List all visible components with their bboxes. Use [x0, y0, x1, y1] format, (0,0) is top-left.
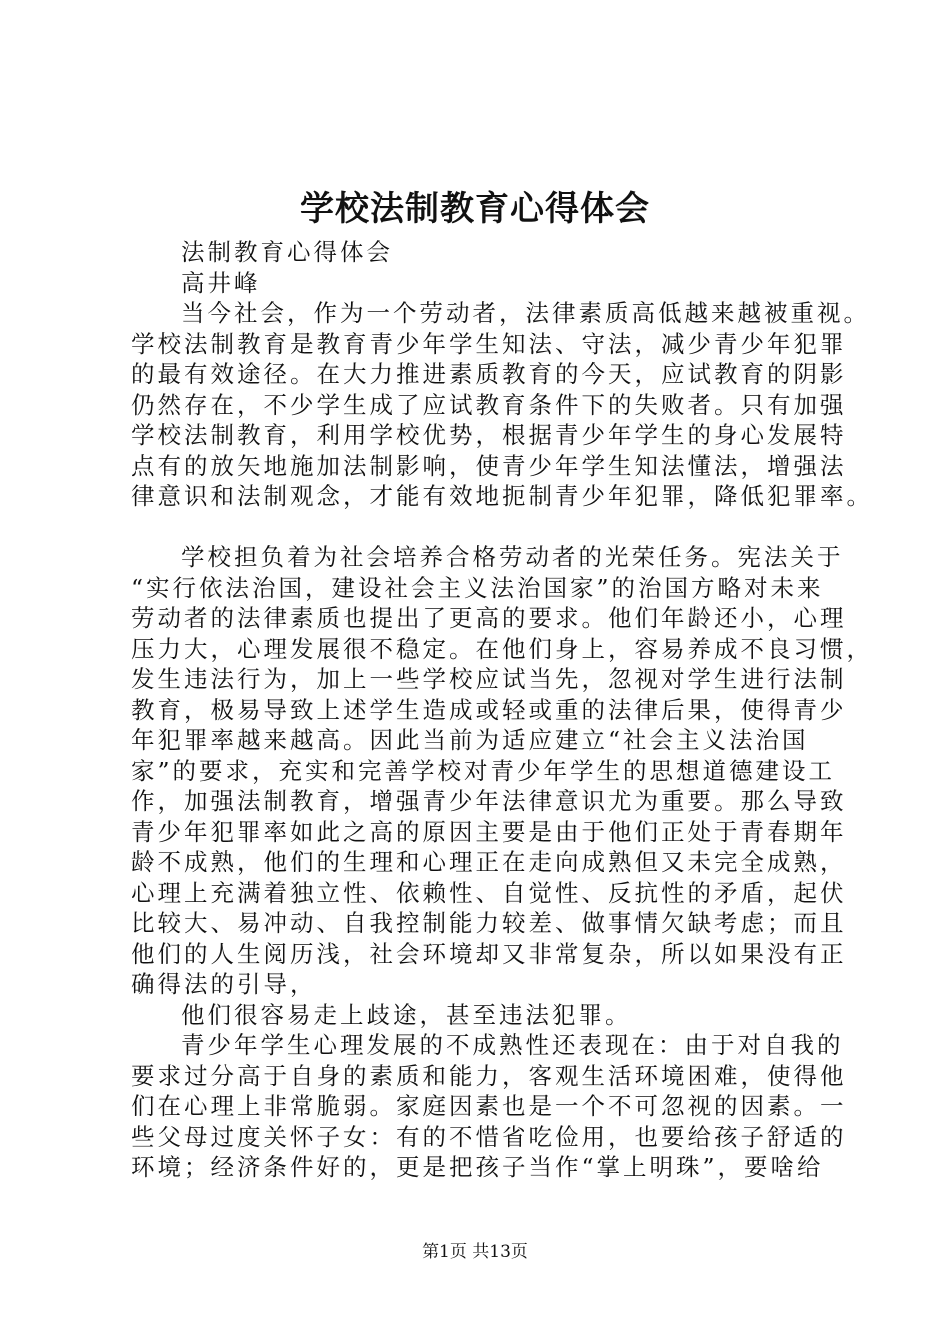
paragraph-line: 心理上充满着独立性、依赖性、自觉性、反抗性的矛盾，起伏 — [131, 878, 847, 907]
paragraph-gap — [131, 512, 841, 543]
paragraph-line: 仍然存在，不少学生成了应试教育条件下的失败者。只有加强 — [131, 390, 847, 419]
paragraph-line: 确得法的引导， — [131, 970, 317, 998]
author-line: 高井峰 — [181, 268, 261, 297]
paragraphs-container — [131, 298, 873, 1183]
paragraph-line: 压力大，心理发展很不稳定。在他们身上，容易养成不良习惯， — [131, 634, 873, 663]
paragraph — [131, 1000, 841, 1031]
paragraph — [131, 542, 873, 1000]
subtitle-line: 法制教育心得体会 — [181, 238, 393, 266]
paragraph-line: 要求过分高于自身的素质和能力，客观生活环境困难，使得他 — [131, 1061, 847, 1090]
paragraph-line: 教育，极易导致上述学生造成或轻或重的法律后果，使得青少 — [131, 695, 847, 724]
page-footer: 第1页 共13页 — [422, 1242, 528, 1262]
paragraph-line: 发生违法行为，加上一些学校应试当先，忽视对学生进行法制 — [131, 665, 847, 693]
paragraph-line: 青少年犯罪率如此之高的原因主要是由于他们正处于青春期年 — [131, 817, 847, 846]
paragraph-line: 学校法制教育，利用学校优势，根据青少年学生的身心发展特 — [131, 421, 847, 449]
paragraph-line: 劳动者的法律素质也提出了更高的要求。他们年龄还小，心理 — [131, 604, 847, 632]
paragraph-line: 年犯罪率越来越高。因此当前为适应建立“社会主义法治国 — [131, 726, 809, 754]
paragraph-line: 些父母过度关怀子女：有的不惜省吃俭用，也要给孩子舒适的 — [131, 1122, 847, 1151]
paragraph-line: 学校担负着为社会培养合格劳动者的光荣任务。宪法关于 — [181, 543, 844, 571]
paragraph-line: 他们的人生阅历浅，社会环境却又非常复杂，所以如果没有正 — [131, 939, 847, 968]
paragraph-line: “实行依法治国，建设社会主义法治国家”的治国方略对未来 — [131, 573, 824, 602]
paragraph-line: 点有的放矢地施加法制影响，使青少年学生知法懂法，增强法 — [131, 451, 847, 480]
document-body — [131, 237, 873, 1183]
paragraph-line: 环境；经济条件好的，更是把孩子当作“掌上明珠”，要啥给 — [131, 1153, 824, 1181]
paragraph — [131, 298, 873, 512]
paragraph-line: 龄不成熟，他们的生理和心理正在走向成熟但又未完全成熟， — [131, 848, 847, 876]
paragraph-line: 作，加强法制教育，增强青少年法律意识尤为重要。那么导致 — [131, 787, 847, 815]
paragraph-line: 他们很容易走上歧途，甚至违法犯罪。 — [181, 1000, 632, 1029]
paragraph-line: 律意识和法制观念，才能有效地扼制青少年犯罪，降低犯罪率。 — [131, 482, 873, 510]
paragraph-line: 家”的要求，充实和完善学校对青少年学生的思想道德建设工 — [131, 756, 836, 785]
paragraph — [131, 1030, 847, 1183]
paragraph-line: 的最有效途径。在大力推进素质教育的今天，应试教育的阴影 — [131, 360, 847, 388]
paragraph-line: 们在心理上非常脆弱。家庭因素也是一个不可忽视的因素。一 — [131, 1092, 847, 1120]
paragraph-line: 学校法制教育是教育青少年学生知法、守法，减少青少年犯罪 — [131, 329, 847, 358]
paragraph-line: 当今社会，作为一个劳动者，法律素质高低越来越被重视。 — [181, 299, 870, 327]
document-title: 学校法制教育心得体会 — [300, 189, 650, 229]
paragraph-line: 比较大、易冲动、自我控制能力较差、做事情欠缺考虑；而且 — [131, 909, 847, 937]
paragraph-line: 青少年学生心理发展的不成熟性还表现在：由于对自我的 — [181, 1031, 844, 1059]
